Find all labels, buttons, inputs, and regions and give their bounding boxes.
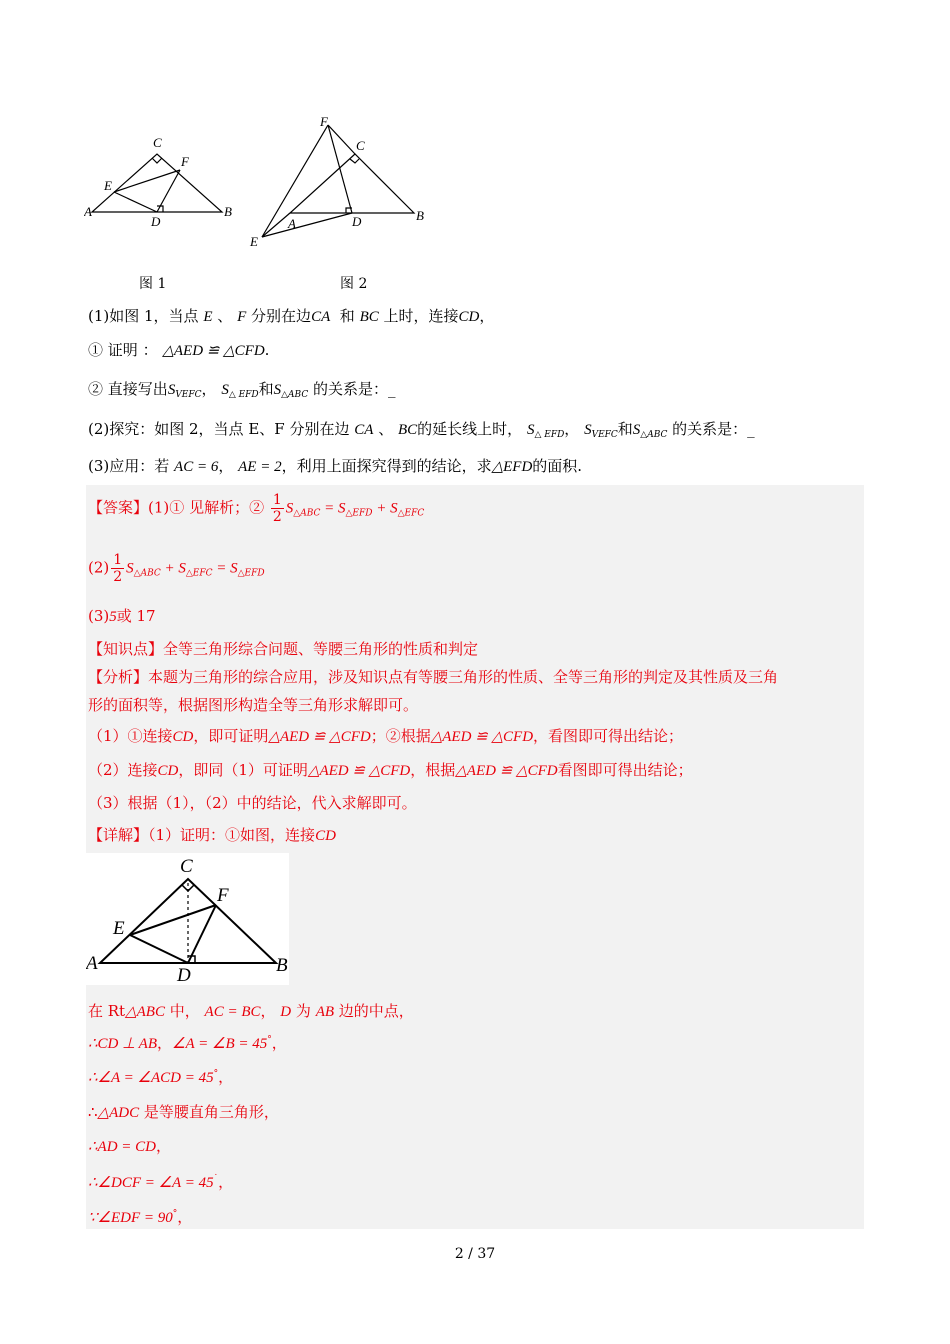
fig1-label-e: E [104,178,112,193]
analysis-line-1: 【分析】本题为三角形的综合应用，涉及知识点有等腰三角形的性质、全等三角形的判定及其性质及三角 [88,668,779,686]
analysis-line-2: 形的面积等，根据图形构造全等三角形求解即可。 [88,696,419,714]
fig2-label-a: A [288,216,296,231]
fig2-right-angle-c [350,159,359,163]
fig2-label-f: F [320,114,328,129]
detail-line-4: ∴△ADC 是等腰直角三角形， [88,1103,279,1121]
detail-line-2: ∴CD ⊥ AB，∠A = ∠B = 45°， [88,1034,287,1052]
question-1: (1)如图 1，当点 E 、 F 分别在边CA 和 BC 上时，连接CD， [88,307,495,325]
detail-line-7: ∵∠EDF = 90°， [88,1208,193,1226]
fig1-label-b: B [224,204,232,219]
answer-line-1: 【答案】(1)① 见解析；② $\frac{1}{2}$ $S_{\triangle ABC} = S_{\triangle EFD} + S_{\triangle EFC}$ [88,492,425,525]
question-3: (3)应用：若 AC = 6， AE = 2，利用上面探究得到的结论，求△EFD的面积. [88,457,583,475]
page-number: 2 / 37 [454,1246,496,1262]
knowledge-point: 【知识点】全等三角形综合问题、等腰三角形的性质和判定 [88,640,479,658]
fig1-line-ed [114,192,157,212]
fig2-caption: 图 2 [340,276,368,292]
fig1-label-a: A [84,204,92,219]
fig2-triangle-abc [290,154,414,213]
figure-3 [86,853,289,985]
fig3-label-e: E [113,918,125,939]
fig3-label-a: A [86,953,98,974]
answer-fraction-half: $\frac{1}{2}$ [272,492,282,525]
fig2-label-d: D [352,214,362,229]
answer-line-3: (3)5或 17 [88,607,156,625]
detail-line-3: ∴∠A = ∠ACD = 45°， [88,1068,234,1086]
detail-line-6: ∴∠DCF = ∠A = 45˙， [88,1173,234,1191]
fig1-label-c: C [153,135,162,150]
answer-line-2: (2) $\frac{1}{2}$ $S_{\triangle ABC} + S_{\triangle EFC} = S_{\triangle EFD}$ [88,552,265,585]
detail-heading: 【详解】（1）证明：①如图，连接CD [88,826,336,844]
analysis-step-2: （2）连接CD，即同（1）可证明△AED ≌ △CFD，根据△AED ≌ △CFD看图即可得出结论； [88,761,693,779]
figure-1 [84,132,244,232]
fig1-right-angle-c [152,158,162,163]
fig2-label-b: B [416,208,424,223]
analysis-step-1: （1）①连接CD，即可证明△AED ≌ △CFD；②根据△AED ≌ △CFD，看图即可得出结论； [88,727,684,745]
analysis-step-3: （3）根据（1），（2）中的结论，代入求解即可。 [88,794,417,812]
fig1-label-d: D [151,214,161,229]
fig2-label-c: C [356,138,365,153]
question-2: (2)探究：如图 2，当点 E、F 分别在边 CA 、 BC的延长线上时， $S_{\triangle EFD}$， $S_{VEFC}$和$S_{\triangle ABC}$ 的关系是：_ [88,420,755,440]
fig3-label-d: D [177,965,191,985]
fig1-caption: 图 1 [139,276,167,292]
fig3-label-c: C [180,856,193,877]
question-1-part-1: ① 证明 ： △AED ≌ △CFD. [88,341,270,359]
fig3-label-f: F [217,885,229,906]
detail-line-1: 在 Rt△ABC 中， AC = BC， D 为 AB 边的中点， [88,1002,414,1020]
detail-line-5: ∴AD = CD， [88,1137,172,1155]
fig1-label-f: F [181,154,189,169]
answer-2-fraction-half: $\frac{1}{2}$ [113,552,123,585]
figure-2 [246,112,436,252]
question-1-part-2: ② 直接写出$S_{VEFC}$， $S_{\triangle EFD}$和$S_{\triangle ABC}$ 的关系是：_ [88,380,396,400]
fig3-label-b: B [276,955,288,976]
fig2-label-e: E [250,234,258,249]
